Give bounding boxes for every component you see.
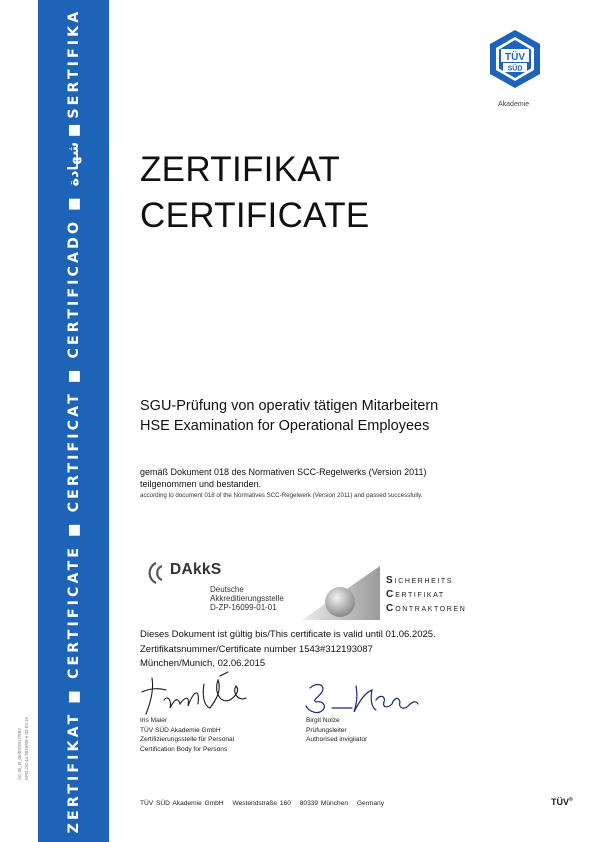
svg-text:TÜV: TÜV [505, 52, 525, 63]
footer-address [140, 800, 390, 807]
dakks-line2: Akkreditierungsstelle [210, 594, 284, 603]
signatory-left-name: Iris Maier [140, 717, 168, 724]
issue-place-date: München/Munich, 02.06.2015 [140, 658, 266, 669]
side-reference-line2: KPD.Ort.4a 2015/09 e 03.03.15 [24, 716, 29, 780]
footer-company: TÜV SÜD Akademie GmbH [140, 800, 224, 807]
scc-row: C ERTIFIKAT [386, 589, 445, 600]
footer-tuv-mark: TÜV® [551, 797, 573, 807]
dakks-line1: Deutsche [210, 585, 244, 594]
certificate-number: Zertifikatsnummer/Certificate number 1543#312193087 [140, 643, 373, 655]
svg-text:SÜD: SÜD [507, 65, 523, 73]
scc-row: S ICHERHEITS [386, 575, 454, 586]
logo-caption: Akademie [498, 101, 530, 108]
validity-line: Dieses Dokument ist gültig bis/This certificate is valid until 01.06.2025. [140, 629, 436, 640]
signatory-right-name: Birgit Nolze [306, 717, 340, 724]
basis-de-line1: gemäß Dokument 018 des Normativen SCC-Regelwerks (Version 2011) [140, 467, 427, 477]
side-reference-line1: AC 05_B_05/03/2017/892 [17, 728, 22, 780]
exam-title-en: HSE Examination for Operational Employees [140, 418, 430, 434]
signatory-left-org: TÜV SÜD Akademie GmbH [140, 726, 221, 734]
signature-left [140, 670, 255, 718]
basis-de-line2: teilgenommen und bestanden. [140, 479, 262, 489]
signature-right [302, 678, 422, 718]
validity-block [140, 628, 436, 672]
title-en: CERTIFICATE [140, 196, 370, 235]
exam-title [140, 396, 438, 436]
basis-text [140, 466, 426, 490]
footer-street: Westendstraße 160 [232, 800, 291, 807]
signatory-right [306, 716, 367, 745]
scc-logo-graphic [300, 562, 382, 624]
dakks-logo [146, 555, 306, 615]
tuv-sud-logo [484, 28, 546, 108]
signatory-left-role-de: Zertifizierungsstelle für Personal [140, 736, 235, 743]
footer-country: Germany [356, 800, 384, 807]
side-reference [16, 717, 30, 780]
side-band-text: ZERTIFIKAT ■ CERTIFICATE ■ CERTIFICAT ■ CERTIFICADO ■ شهادة ■ SERTIFIKA [65, 8, 82, 834]
dakks-arcs-icon [146, 561, 170, 585]
basis-en: according to document 018 of the Normatives SCC-Regelwerk (Version 2011) and passed successfully. [140, 492, 423, 499]
signatory-right-role-en: Authorised invigilator [306, 736, 368, 743]
footer-city: 80339 München [299, 800, 349, 807]
dakks-name: DAkkS [170, 561, 222, 578]
signatory-right-role-de: Prüfungsleiter [306, 726, 347, 734]
exam-title-de: SGU-Prüfung von operativ tätigen Mitarbeitern [140, 398, 439, 414]
scc-wordmark [386, 574, 466, 616]
signatory-left [140, 716, 234, 754]
title-de: ZERTIFIKAT [140, 150, 341, 189]
signatory-left-role-en: Certification Body for Persons [140, 745, 228, 753]
scc-row: C ONTRAKTOREN [386, 603, 467, 614]
side-band [38, 0, 109, 842]
dakks-line3: D-ZP-16099-01-01 [210, 603, 277, 612]
